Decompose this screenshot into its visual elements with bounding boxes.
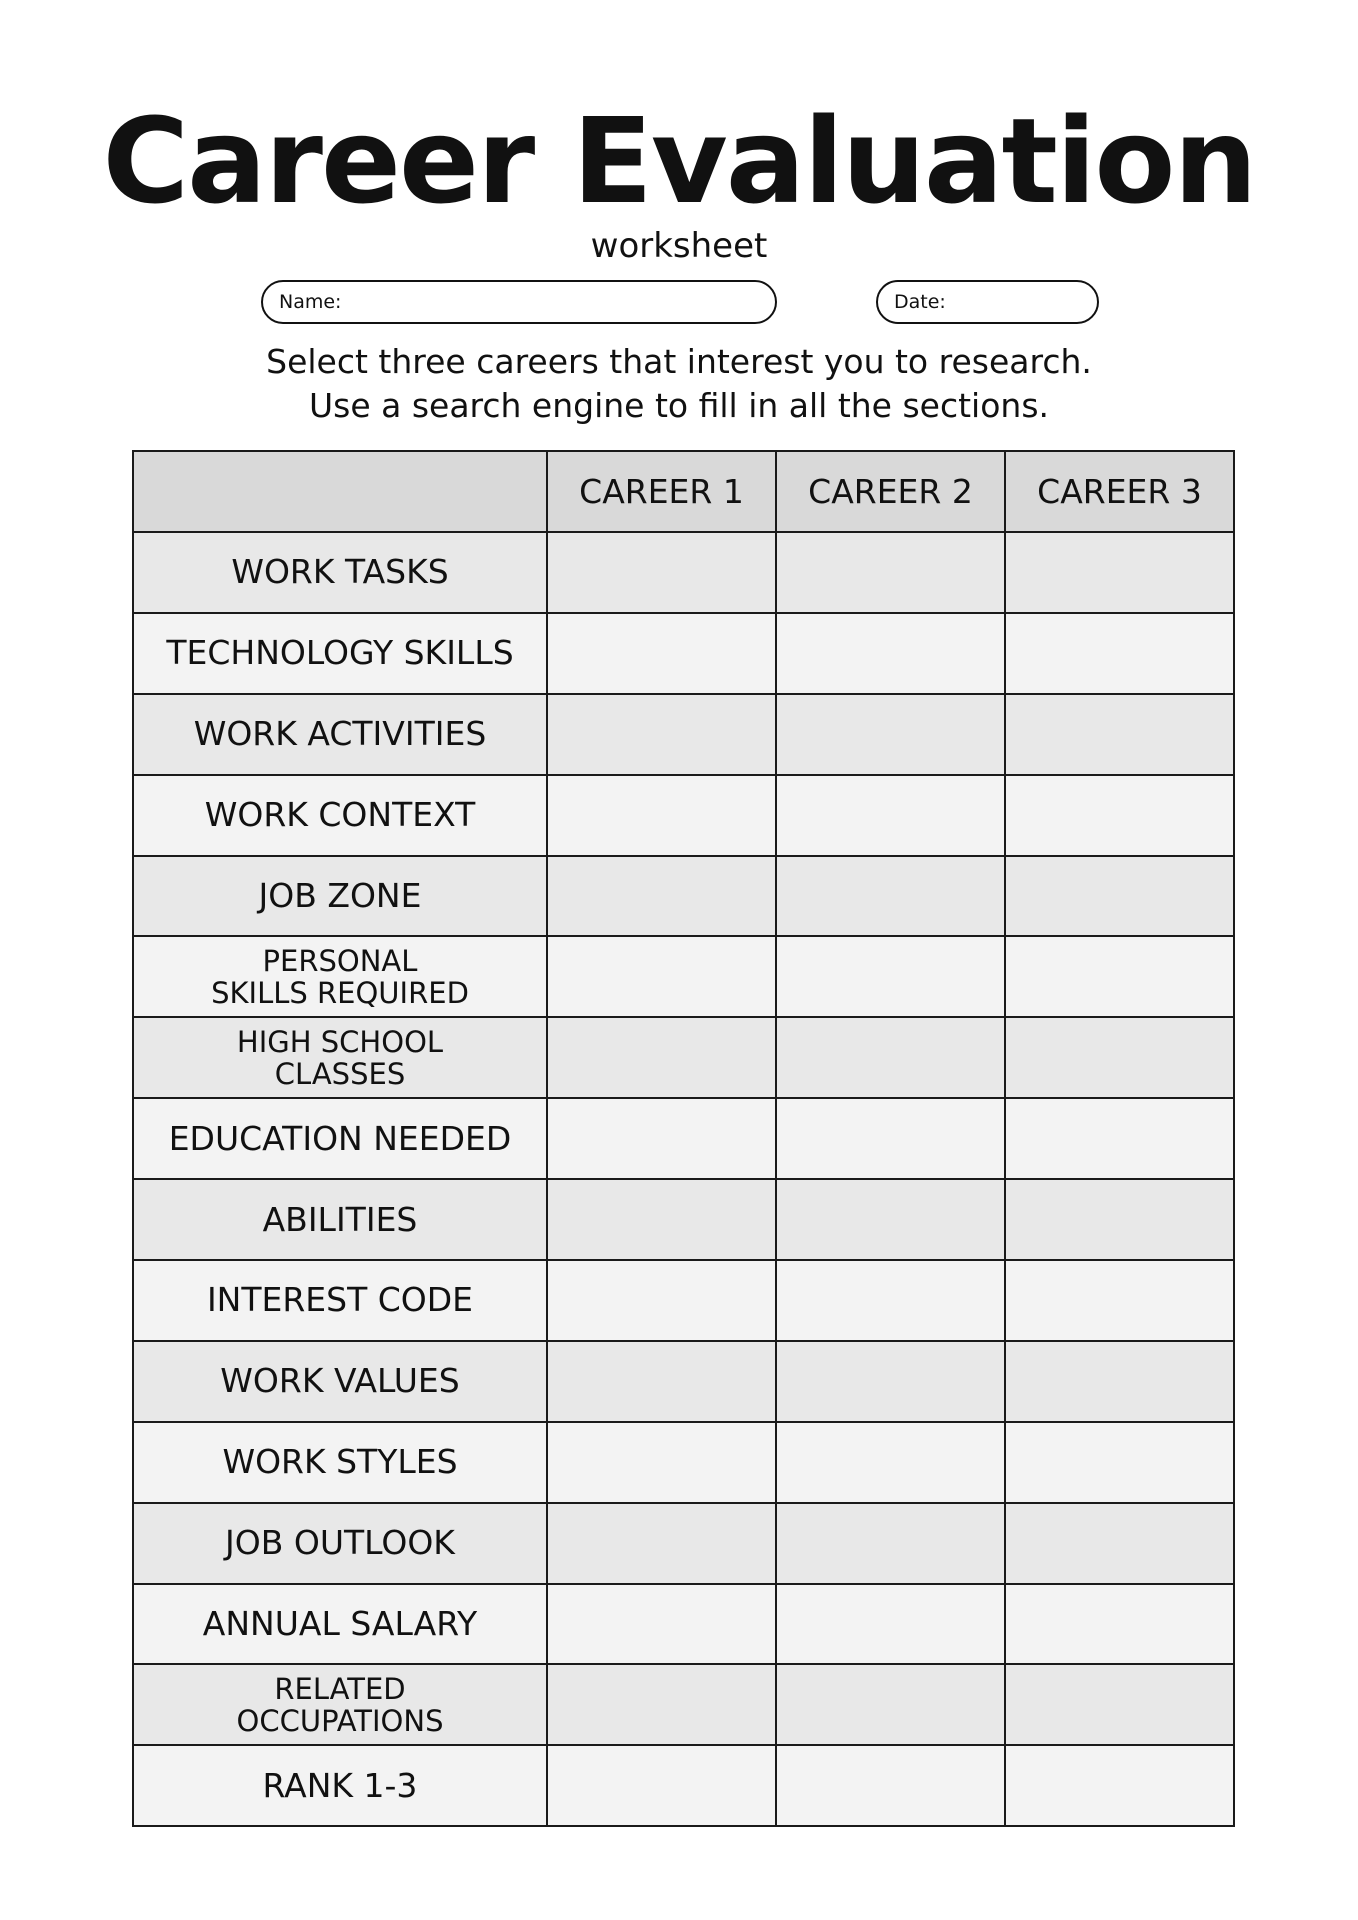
table-row [133,1098,1234,1179]
row-label-line-1: WORK STYLES [222,1442,458,1482]
row-label-line-1: WORK CONTEXT [204,795,476,835]
date-field[interactable] [876,280,1099,324]
row-label-line-1: WORK ACTIVITIES [193,714,487,754]
table-row [133,1745,1234,1826]
table-row [133,613,1234,694]
career-2-cell[interactable] [776,613,1005,694]
career-1-cell[interactable] [547,1664,776,1745]
career-3-cell[interactable] [1005,1664,1234,1745]
career-2-cell[interactable] [776,1503,1005,1584]
row-label-line-1: RELATED [274,1671,406,1706]
career-2-cell[interactable] [776,936,1005,1017]
page-subtitle: worksheet [590,226,768,266]
table-row [133,775,1234,856]
career-2-cell[interactable] [776,1745,1005,1826]
career-1-cell[interactable] [547,1745,776,1826]
career-2-cell[interactable] [776,856,1005,937]
row-label [133,1098,547,1179]
career-2-cell[interactable] [776,1422,1005,1503]
career-3-cell[interactable] [1005,532,1234,613]
instructions [0,340,1358,428]
career-1-cell[interactable] [547,1503,776,1584]
table-corner-cell [133,451,547,532]
career-1-cell[interactable] [547,856,776,937]
row-label-line-1: TECHNOLOGY SKILLS [166,633,514,673]
career-3-cell[interactable] [1005,1260,1234,1341]
row-label [133,694,547,775]
table-row [133,1341,1234,1422]
career-1-cell[interactable] [547,1098,776,1179]
career-3-cell[interactable] [1005,1584,1234,1665]
career-1-cell[interactable] [547,1017,776,1098]
table-row [133,856,1234,937]
row-label [133,532,547,613]
career-3-cell[interactable] [1005,694,1234,775]
career-3-cell[interactable] [1005,856,1234,937]
career-2-cell[interactable] [776,1664,1005,1745]
career-1-cell[interactable] [547,1260,776,1341]
row-label [133,1664,547,1745]
row-label-line-1: JOB OUTLOOK [225,1523,455,1563]
row-label-line-1: INTEREST CODE [206,1280,474,1320]
table-row [133,1017,1234,1098]
row-label-line-2: CLASSES [274,1056,406,1091]
row-label [133,1584,547,1665]
row-label [133,1017,547,1098]
row-label [133,613,547,694]
career-1-cell[interactable] [547,775,776,856]
row-label [133,1422,547,1503]
row-label-line-1: WORK TASKS [231,552,449,592]
career-2-cell[interactable] [776,1341,1005,1422]
row-label-line-1: PERSONAL [262,943,418,978]
row-label [133,856,547,937]
career-1-cell[interactable] [547,694,776,775]
row-label-line-1: ABILITIES [262,1199,418,1239]
table-row [133,694,1234,775]
career-2-cell[interactable] [776,1098,1005,1179]
row-label [133,1341,547,1422]
row-label [133,1179,547,1260]
career-3-cell[interactable] [1005,1341,1234,1422]
career-3-cell[interactable] [1005,1745,1234,1826]
career-2-cell[interactable] [776,1584,1005,1665]
row-label-line-2: OCCUPATIONS [236,1703,444,1738]
table-row [133,1260,1234,1341]
table-row [133,936,1234,1017]
career-2-cell[interactable] [776,1260,1005,1341]
column-header-career-2: CAREER 2 [776,451,1005,532]
page-title: Career Evaluation [102,92,1256,230]
career-3-cell[interactable] [1005,775,1234,856]
table-row [133,1422,1234,1503]
row-label-line-1: ANNUAL SALARY [202,1604,478,1644]
row-label [133,775,547,856]
row-label-line-1: WORK VALUES [220,1361,460,1401]
table-row [133,1584,1234,1665]
table-row [133,1503,1234,1584]
table-row [133,1664,1234,1745]
instructions-line-1: Select three careers that interest you to research. [266,342,1092,381]
row-label-line-1: JOB ZONE [258,876,422,915]
career-evaluation-table [132,450,1235,1827]
career-1-cell[interactable] [547,613,776,694]
row-label-line-1: RANK 1-3 [262,1765,418,1805]
career-1-cell[interactable] [547,1179,776,1260]
career-3-cell[interactable] [1005,1503,1234,1584]
row-label [133,1503,547,1584]
career-2-cell[interactable] [776,1017,1005,1098]
row-label [133,936,547,1017]
row-label-line-1: HIGH SCHOOL [236,1024,444,1059]
career-3-cell[interactable] [1005,1422,1234,1503]
career-2-cell[interactable] [776,694,1005,775]
career-1-cell[interactable] [547,936,776,1017]
table-row [133,1179,1234,1260]
table-row [133,532,1234,613]
career-3-cell[interactable] [1005,1098,1234,1179]
row-label-line-2: SKILLS REQUIRED [211,975,469,1010]
table-header-row [133,451,1234,532]
career-2-cell[interactable] [776,1179,1005,1260]
career-2-cell[interactable] [776,532,1005,613]
career-1-cell[interactable] [547,1341,776,1422]
name-field-label: Name: [279,291,342,313]
row-label [133,1260,547,1341]
career-2-cell[interactable] [776,775,1005,856]
instructions-line-2: Use a search engine to fill in all the sections. [308,386,1050,425]
row-label-line-1: EDUCATION NEEDED [168,1118,512,1158]
name-field[interactable] [261,280,777,324]
career-3-cell[interactable] [1005,613,1234,694]
career-3-cell[interactable] [1005,1017,1234,1098]
career-1-cell[interactable] [547,1422,776,1503]
career-3-cell[interactable] [1005,936,1234,1017]
career-1-cell[interactable] [547,1584,776,1665]
column-header-career-1: CAREER 1 [547,451,776,532]
career-1-cell[interactable] [547,532,776,613]
date-field-label: Date: [894,291,946,313]
row-label [133,1745,547,1826]
career-3-cell[interactable] [1005,1179,1234,1260]
column-header-career-3: CAREER 3 [1005,451,1234,532]
